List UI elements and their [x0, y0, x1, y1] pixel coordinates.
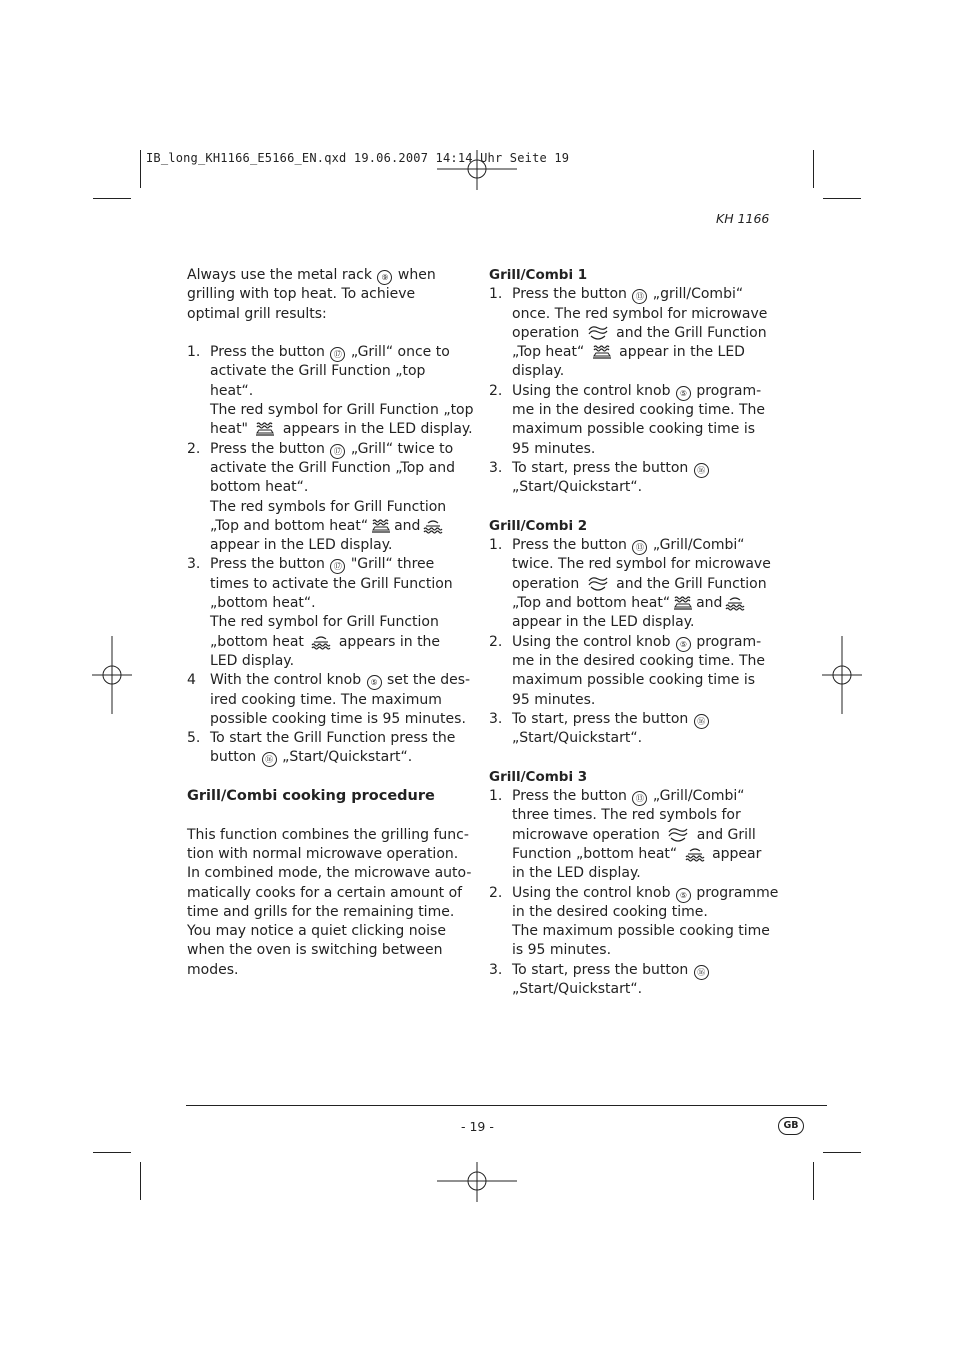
bottom-heat-icon: [725, 596, 745, 611]
circled-number-5: ⑤: [676, 637, 691, 652]
file-info-header: IB_long_KH1166_E5166_EN.qxd 19.06.2007 14:14 Uhr Seite 19: [146, 151, 570, 165]
crop-mark: [813, 150, 814, 188]
circled-number-9: ⑨: [377, 270, 392, 285]
top-heat-icon: [255, 422, 275, 437]
left-column: Always use the metal rack ⑨ when grilling with top heat. To achieve optimal grill results: 1. Press the button ⑰ „Grill“ once to activate the Grill Function „top heat“. The red symbol for Grill Function „top heat" appears in the LED display. 2. Press the button ⑰ „Grill“ twice to activate the Grill Function „Top and bottom heat“. The red symbols for Grill Function „Top and bottom heat“ and appear in the LED display. 3. Press the button ⑰ "Grill“ three times to activate the Grill Function „bottom heat“. The red symbol for Grill Function „bottom heat appears in the LED display. 4 With the control knob ⑤ set the des- ired cooking time. The maximum possible cooking time is 95 minutes. 5. To start the Grill Function press the button ⑯ „Start/Quickstart“. Grill/Combi cooking procedure This function combines the grilling func- tion with normal microwave operation. In combined mode, the microwave auto- matically cooks for a certain amount of time and grills for the remaining time. You may notice a quiet clicking noise when the oven is switching between modes.: [187, 267, 474, 978]
circled-number-5: ⑤: [676, 888, 691, 903]
footer-rule: [186, 1105, 827, 1106]
circled-number-16: ⑯: [262, 752, 277, 767]
model-number: KH 1166: [716, 211, 770, 226]
registration-mark-bottom: [437, 1162, 517, 1202]
circled-number-16: ⑯: [694, 965, 709, 980]
registration-mark-right: [822, 636, 862, 714]
bottom-heat-icon: [311, 635, 331, 650]
circled-number-17: ⑰: [330, 347, 345, 362]
circled-number-5: ⑤: [367, 675, 382, 690]
step-1: 1. Press the button ⑰ „Grill“ once to: [187, 344, 450, 361]
circled-number-13: ⑬: [632, 791, 647, 806]
crop-mark: [140, 1162, 141, 1200]
circled-number-16: ⑯: [694, 463, 709, 478]
step-3: 3. Press the button ⑰ "Grill“ three: [187, 556, 435, 573]
circled-number-17: ⑰: [330, 559, 345, 574]
crop-mark: [93, 1152, 131, 1153]
microwave-icon: [667, 827, 689, 843]
crop-mark: [140, 150, 141, 188]
section-heading: Grill/Combi cooking procedure: [187, 788, 435, 805]
microwave-icon: [587, 576, 609, 592]
step-5: 5. To start the Grill Function press the: [187, 730, 456, 747]
circled-number-13: ⑬: [632, 540, 647, 555]
right-column: Grill/Combi 1 1. Press the button ⑬ „grill/Combi“ once. The red symbol for microwave operation and the Grill Function „Top heat“ appear in the LED display. 2. Using the control knob ⑤ program- me in the desired cooking time. The maximum possible cooking time is 95 minutes. 3. To start, press the button ⑯ „Start/Quickstart“. Grill/Combi 2 1. Press the button ⑬ „Grill/Combi“ twice. The red symbol for microwave operation and the Grill Function „Top and bottom heat“ and appear in the LED display. 2. Using the control knob ⑤ program- me in the desired cooking time. The maximum possible cooking time is 95 minutes. 3. To start, press the button ⑯ „Start/Quickstart“. Grill/Combi 3 1. Press the button ⑬ „Grill/Combi“ three times. The red symbols for microwave operation and Grill Function „bottom heat“ appear in the LED display. 2. Using the control knob ⑤ programme in the desired cooking time. The maximum possible cooking time is 95 minutes. 3. To start, press the button ⑯ „Start/Quickstart“.: [489, 267, 779, 997]
bottom-heat-icon: [685, 847, 705, 862]
combi-2-title: Grill/Combi 2: [489, 517, 588, 534]
crop-mark: [823, 198, 861, 199]
combi-3-title: Grill/Combi 3: [489, 768, 588, 785]
circled-number-13: ⑬: [632, 289, 647, 304]
top-heat-icon: [592, 345, 612, 360]
top-and-bottom-heat-icon: [371, 519, 391, 534]
circled-number-16: ⑯: [694, 714, 709, 729]
registration-mark-left: [92, 636, 132, 714]
page-number: - 19 -: [461, 1119, 494, 1134]
step-4: 4 With the control knob ⑤ set the des-: [187, 672, 471, 689]
top-and-bottom-heat-icon: [673, 596, 693, 611]
crop-mark: [813, 1162, 814, 1200]
microwave-icon: [587, 325, 609, 341]
combi-1-title: Grill/Combi 1: [489, 267, 588, 283]
circled-number-17: ⑰: [330, 444, 345, 459]
bottom-heat-icon: [423, 519, 443, 534]
crop-mark: [93, 198, 131, 199]
language-badge: GB: [778, 1117, 804, 1135]
crop-mark: [823, 1152, 861, 1153]
circled-number-5: ⑤: [676, 386, 691, 401]
step-2: 2. Press the button ⑰ „Grill“ twice to: [187, 440, 454, 457]
